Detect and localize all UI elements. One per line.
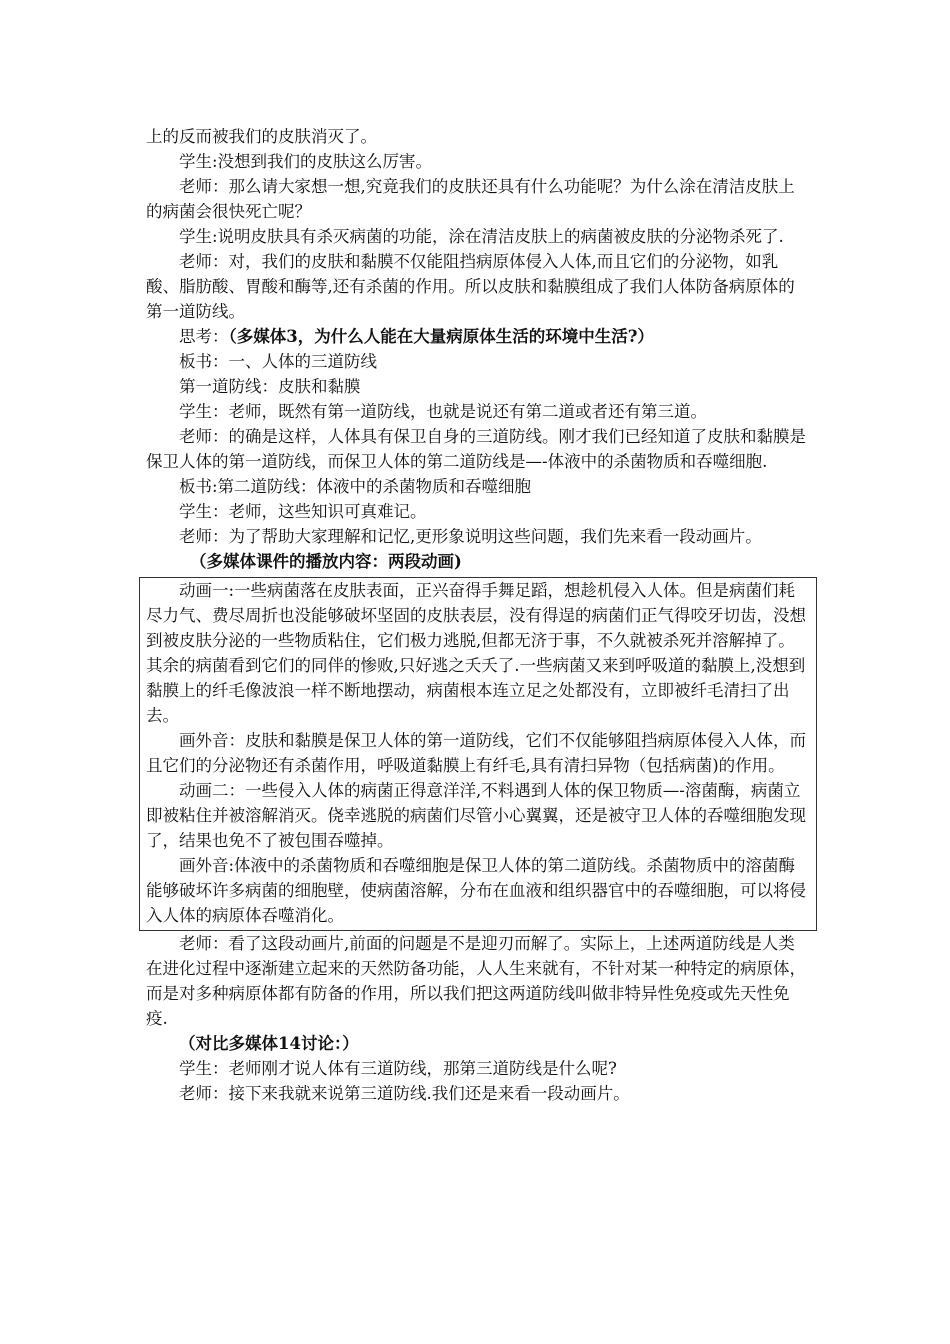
paragraph: 板书：一、人体的三道防线 [179, 352, 377, 371]
document-page [146, 124, 810, 1106]
box-paragraph: 画外音:体液中的杀菌物质和吞噬细胞是保卫人体的第二道防线。杀菌物质中的溶菌酶能够破坏许多病菌的细胞壁，使病菌溶解，分布在血液和组织器官中的吞噬细胞，可以将侵入人体的病原体吞噬消化。 [146, 856, 806, 925]
bottom-section [146, 931, 810, 1106]
paragraph: 学生:没想到我们的皮肤这么厉害。 [179, 152, 433, 171]
box-paragraph: 动画二：一些侵入人体的病菌正得意洋洋,不料遇到人体的保卫物质—-溶菌酶，病菌立即被粘住并被溶解消灭。侥幸逃脱的病菌们尽管小心翼翼，还是被守卫人体的吞噬细胞发现了，结果也免不了被包围吞噬掉。 [146, 781, 806, 850]
paragraph: 第一道防线：皮肤和黏膜 [179, 377, 361, 396]
paragraph: 老师：那么请大家想一想,究竟我们的皮肤还具有什么功能呢？为什么涂在清洁皮肤上的病菌会很快死亡呢？ [146, 177, 795, 221]
paragraph: 老师：对，我们的皮肤和黏膜不仅能阻挡病原体侵入人体,而且它们的分泌物，如乳酸、脂肪酸、胃酸和酶等,还有杀菌的作用。所以皮肤和黏膜组成了我们人体防备病原体的第一道防线。 [146, 252, 795, 321]
paragraph: 学生：老师，既然有第一道防线，也就是说还有第二道或者还有第三道。 [179, 402, 707, 421]
paragraph: （对比多媒体14讨论：） [179, 1034, 359, 1053]
paragraph: 老师：看了这段动画片,前面的问题是不是迎刃而解了。实际上，上述两道防线是人类在进化过程中逐渐建立起来的天然防备功能，人人生来就有，不针对某一种特定的病原体，而是对多种病原体都有防备的作用，所以我们把这两道防线叫做非特异性免疫或先天性免疫. [146, 934, 806, 1028]
paragraph: 思考：（多媒体3，为什么人能在大量病原体生活的环境中生活?） [179, 327, 654, 346]
multimedia-note: （多媒体课件的播放内容：两段动画) [190, 552, 462, 571]
paragraph: 学生:说明皮肤具有杀灭病菌的功能，涂在清洁皮肤上的病菌被皮肤的分泌物杀死了. [179, 227, 784, 246]
top-section [146, 124, 810, 549]
paragraph: 学生：老师，这些知识可真难记。 [179, 502, 427, 521]
paragraph: 老师：为了帮助大家理解和记忆,更形象说明这些问题，我们先来看一段动画片。 [179, 527, 762, 546]
paragraph: 老师：接下来我就来说第三道防线.我们还是来看一段动画片。 [179, 1084, 630, 1103]
paragraph: 上的反而被我们的皮肤消灭了。 [146, 127, 377, 146]
paragraph: 老师：的确是这样，人体具有保卫自身的三道防线。刚才我们已经知道了皮肤和黏膜是保卫人体的第一道防线，而保卫人体的第二道防线是—-体液中的杀菌物质和吞噬细胞. [146, 427, 806, 471]
box-paragraph: 画外音：皮肤和黏膜是保卫人体的第一道防线，它们不仅能够阻挡病原体侵入人体，而且它们的分泌物还有杀菌作用，呼吸道黏膜上有纤毛,具有清扫异物（包括病菌)的作用。 [146, 731, 806, 775]
box-paragraph: 动画一:一些病菌落在皮肤表面，正兴奋得手舞足蹈，想趁机侵入人体。但是病菌们耗尽力气、费尽周折也没能够破坏坚固的皮肤表层，没有得逞的病菌们正气得咬牙切齿，没想到被皮肤分泌的一些物质粘住，它们极力逃脱,但都无济于事，不久就被杀死并溶解掉了。其余的病菌看到它们的同伴的惨败,只好逃之夭夭了.一些病菌又来到呼吸道的黏膜上,没想到黏膜上的纤毛像波浪一样不断地摆动，病菌根本连立足之处都没有，立即被纤毛清扫了出去。 [146, 581, 806, 725]
paragraph: 板书:第二道防线：体液中的杀菌物质和吞噬细胞 [179, 477, 532, 496]
animation-script-box [139, 577, 817, 931]
paragraph: 学生：老师刚才说人体有三道防线，那第三道防线是什么呢? [179, 1059, 617, 1078]
